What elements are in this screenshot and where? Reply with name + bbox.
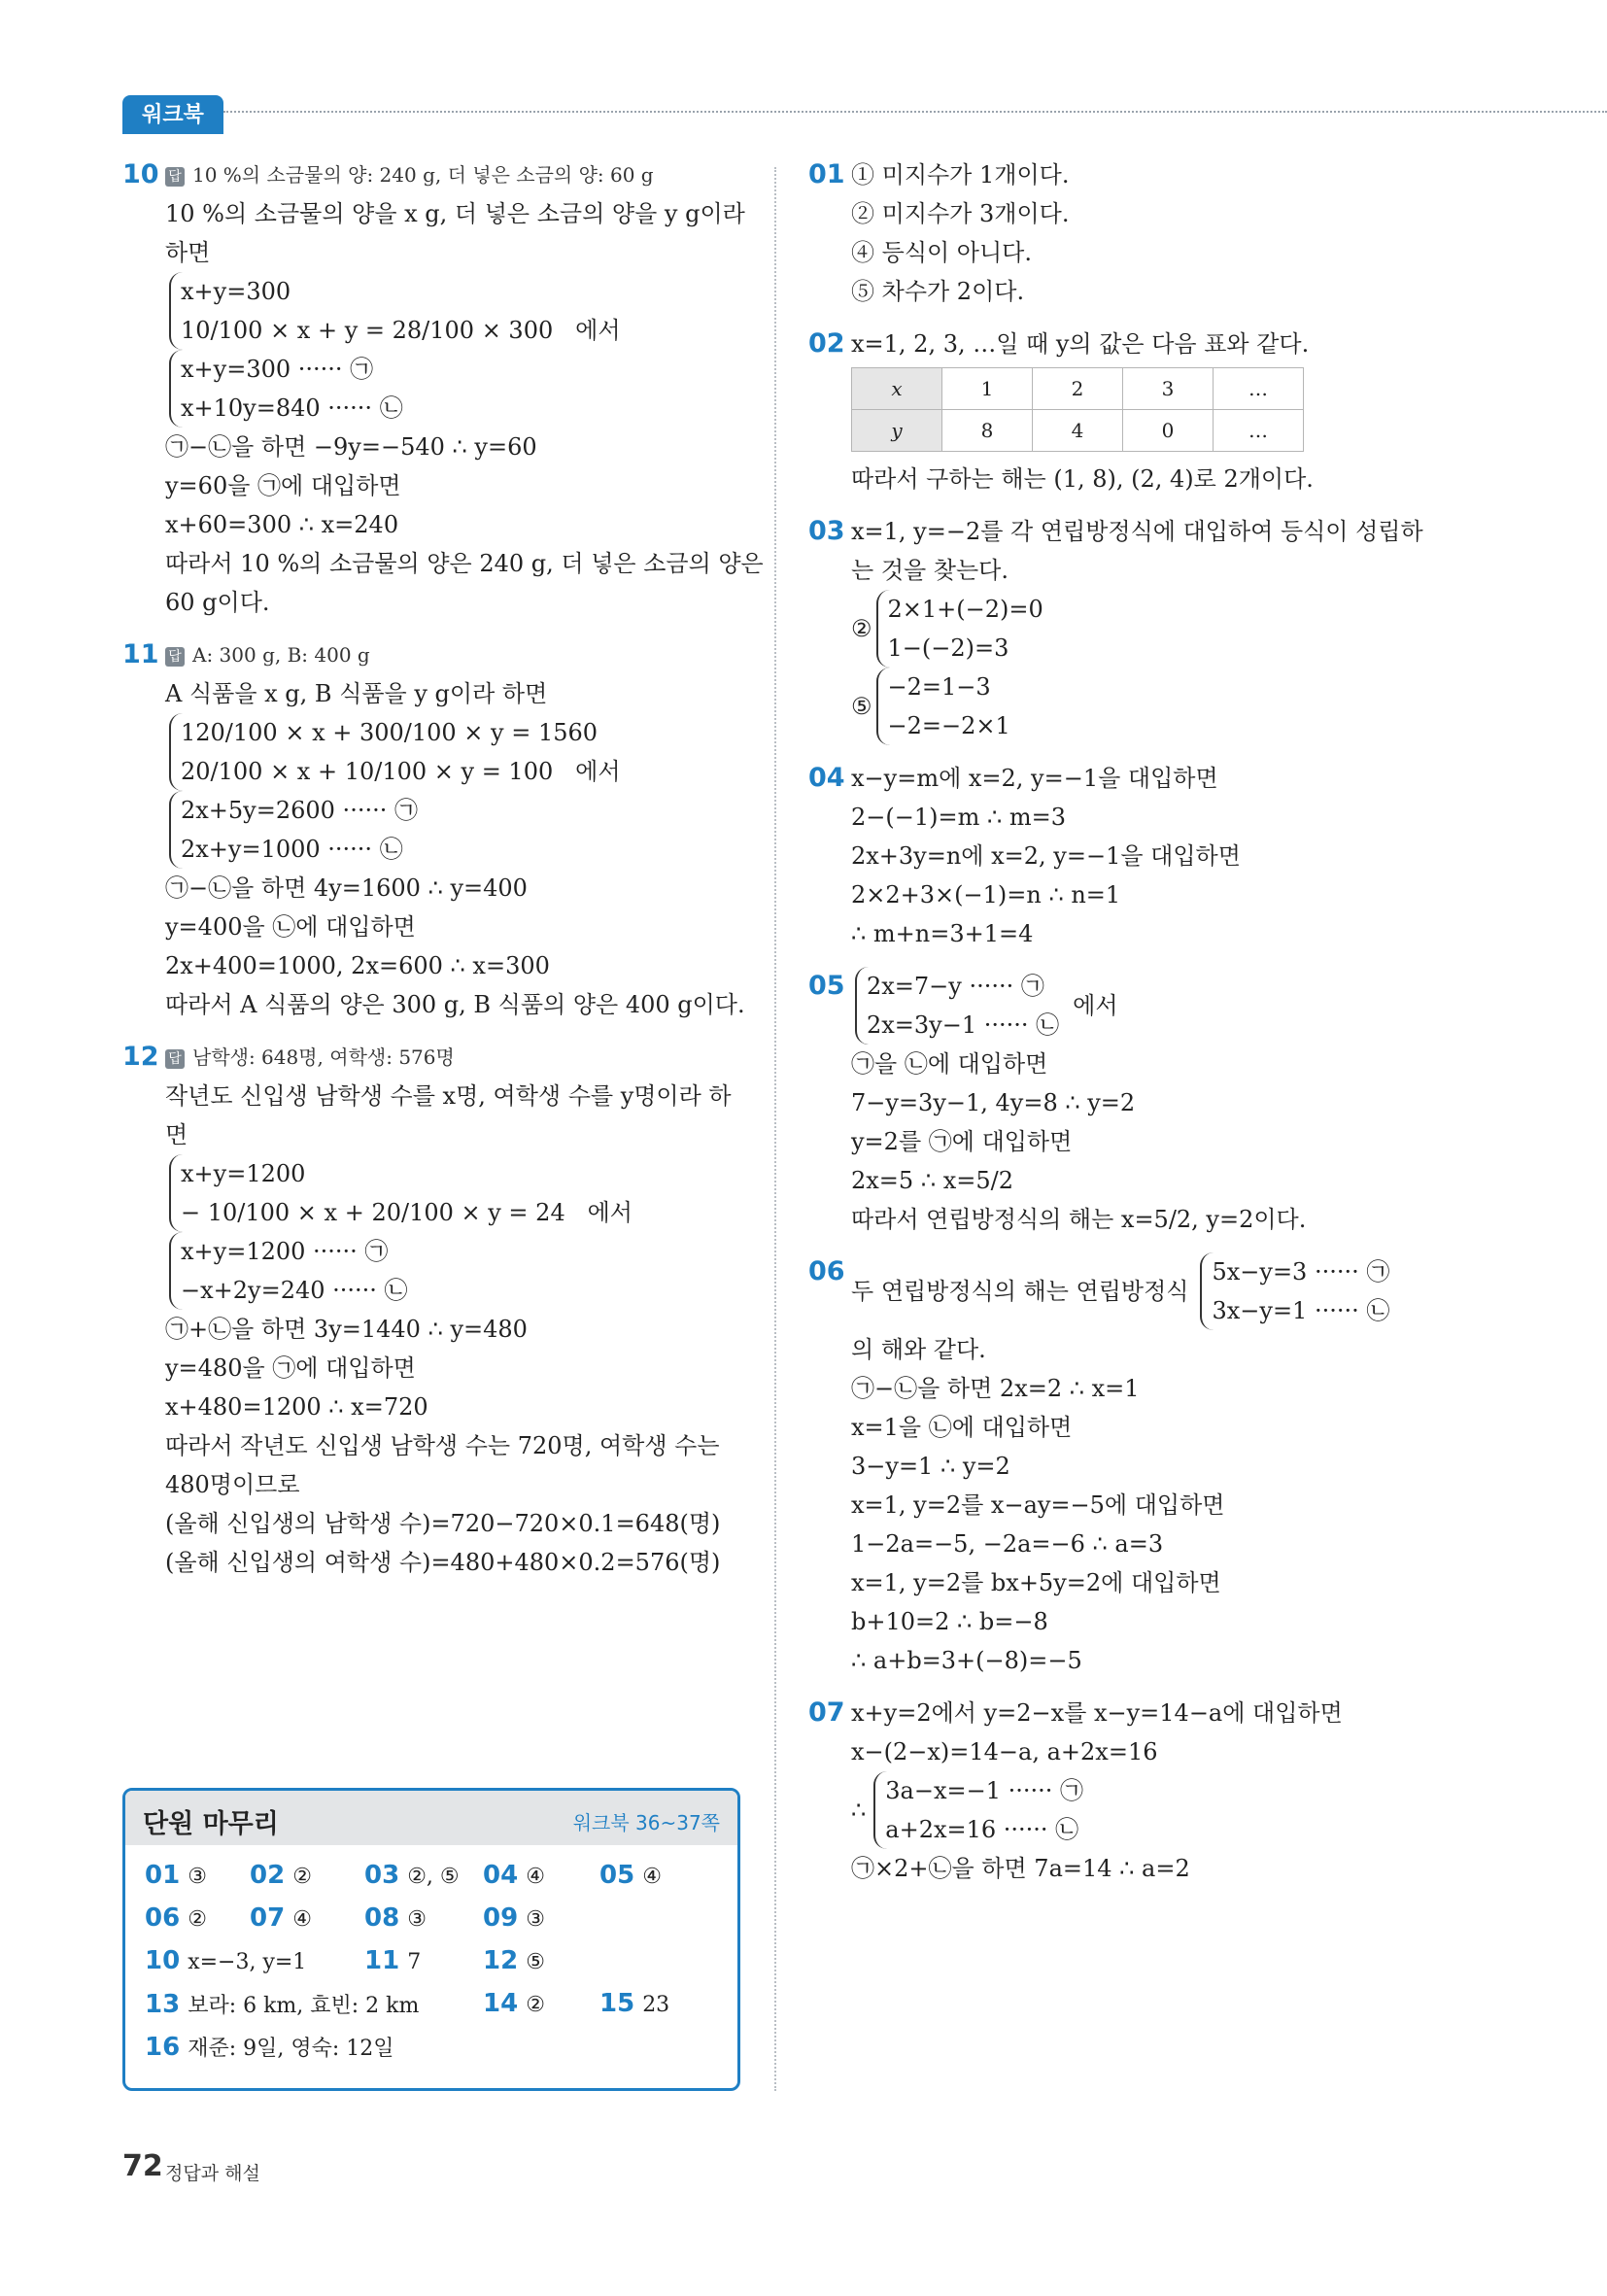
suffix: 에서 xyxy=(575,758,621,785)
problem-03 xyxy=(808,512,1430,745)
text-line: x+480=1200 ∴ x=720 xyxy=(165,1393,428,1421)
problem-number: 05 xyxy=(808,971,845,1001)
equation: 10/100 × x + y = 28/100 × 300 xyxy=(181,317,554,344)
text-line: ∴ m+n=3+1=4 xyxy=(851,920,1034,947)
table-cell: 8 xyxy=(942,410,1033,452)
text-line: ㉠−㉡을 하면 2x=2 ∴ x=1 xyxy=(851,1375,1140,1402)
answer-number: 01 xyxy=(145,1861,181,1890)
text-line: ④ 등식이 아니다. xyxy=(851,239,1032,266)
problem-number: 11 xyxy=(122,639,159,669)
answer-number: 14 xyxy=(483,1989,519,2018)
answer-value: ② xyxy=(526,1993,545,2017)
problem-number: 02 xyxy=(808,328,845,359)
text-line: x=1을 ㉡에 대입하면 xyxy=(851,1414,1073,1441)
answer-value: 보라: 6 km, 효빈: 2 km xyxy=(188,1994,420,2018)
table-cell: … xyxy=(1214,368,1304,410)
answer-badge-icon: 답 xyxy=(165,1049,185,1069)
problem-07 xyxy=(808,1694,1430,1888)
equation: 1−(−2)=3 xyxy=(887,634,1009,662)
problem-number: 10 xyxy=(122,159,159,189)
answer-number: 05 xyxy=(599,1861,635,1890)
text-line: x−y=m에 x=2, y=−1을 대입하면 xyxy=(851,765,1218,792)
table-cell: 1 xyxy=(942,368,1033,410)
answer-number: 16 xyxy=(145,2033,181,2062)
answer-value: ② xyxy=(292,1865,312,1889)
equation: − 10/100 × x + 20/100 × y = 24 xyxy=(181,1199,565,1226)
suffix: 에서 xyxy=(587,1199,633,1226)
equation-system xyxy=(873,1771,1083,1849)
problem-number: 06 xyxy=(808,1256,845,1286)
answer-number: 15 xyxy=(599,1989,635,2018)
problem-10 xyxy=(122,155,764,622)
answer-number: 11 xyxy=(364,1946,400,1975)
text-line: 2x+400=1000, 2x=600 ∴ x=300 xyxy=(165,952,550,979)
left-column xyxy=(122,155,764,1595)
therefore-sign: ∴ xyxy=(851,1797,867,1824)
answer-value: ⑤ xyxy=(526,1950,545,1974)
text-line: 따라서 연립방정식의 해는 x=5/2, y=2이다. xyxy=(851,1206,1307,1233)
answer-value: 재준: 9일, 영숙: 12일 xyxy=(188,2037,394,2061)
answer-value: ③ xyxy=(526,1907,545,1932)
table-cell: 3 xyxy=(1123,368,1214,410)
equation: a+2x=16 ······ ㉡ xyxy=(885,1816,1079,1843)
text-line: 480명이므로 xyxy=(165,1471,300,1498)
text-line: 60 g이다. xyxy=(165,589,270,616)
unit-review-header xyxy=(125,1791,737,1845)
text-line: ㉠×2+㉡을 하면 7a=14 ∴ a=2 xyxy=(851,1855,1190,1882)
table-row xyxy=(852,368,1304,410)
text-line: x=1, y=−2를 각 연립방정식에 대입하여 등식이 성립하 xyxy=(851,518,1423,545)
problem-number: 03 xyxy=(808,516,845,546)
answer-number: 13 xyxy=(145,1990,181,2019)
equation: x+y=300 ······ ㉠ xyxy=(181,356,374,383)
answer-value: ③ xyxy=(407,1907,427,1932)
text-line: 2x=5 ∴ x=5/2 xyxy=(851,1167,1013,1194)
problem-11 xyxy=(122,635,744,1024)
text-line: 두 연립방정식의 해는 연립방정식 xyxy=(851,1278,1189,1305)
answer-number: 03 xyxy=(364,1861,400,1890)
equation-system xyxy=(1200,1252,1389,1330)
text-line: y=60을 ㉠에 대입하면 xyxy=(165,472,401,499)
equation: x+10y=840 ······ ㉡ xyxy=(181,394,403,422)
answer-value: 7 xyxy=(407,1950,422,1974)
equation-system xyxy=(876,668,1010,745)
problem-number: 12 xyxy=(122,1042,159,1072)
table-cell: x xyxy=(852,368,942,410)
equation: 2x=3y−1 ······ ㉡ xyxy=(867,1011,1060,1039)
equation: 3a−x=−1 ······ ㉠ xyxy=(885,1777,1084,1804)
answer-value: ④ xyxy=(642,1865,662,1889)
answer-value: ② xyxy=(188,1907,207,1932)
suffix: 에서 xyxy=(1073,992,1118,1019)
problem-01 xyxy=(808,155,1430,311)
problem-04 xyxy=(808,759,1430,953)
text-line: ② 미지수가 3개이다. xyxy=(851,200,1070,227)
equation: −2=−2×1 xyxy=(887,712,1010,739)
answer-text: A: 300 g, B: 400 g xyxy=(192,643,370,667)
right-column xyxy=(808,155,1430,1902)
text-line: x−(2−x)=14−a, a+2x=16 xyxy=(851,1738,1158,1765)
equation: 3x−y=1 ······ ㉡ xyxy=(1212,1297,1390,1324)
text-line: 따라서 구하는 해는 (1, 8), (2, 4)로 2개이다. xyxy=(851,465,1314,493)
answer-badge-icon: 답 xyxy=(165,167,185,187)
answer-value: 23 xyxy=(642,1993,670,2017)
text-line: y=2를 ㉠에 대입하면 xyxy=(851,1128,1073,1155)
text-line: ㉠+㉡을 하면 3y=1440 ∴ y=480 xyxy=(165,1316,528,1343)
text-line: x=1, y=2를 x−ay=−5에 대입하면 xyxy=(851,1491,1225,1519)
answer-number: 10 xyxy=(145,1946,181,1975)
text-line: 는 것을 찾는다. xyxy=(851,557,1009,584)
equation-system xyxy=(169,272,744,350)
text-line: 1−2a=−5, −2a=−6 ∴ a=3 xyxy=(851,1530,1164,1558)
text-line: ㉠을 ㉡에 대입하면 xyxy=(851,1050,1048,1078)
equation-system xyxy=(876,590,1043,668)
workbook-tab: 워크북 xyxy=(122,95,223,134)
answer-number: 09 xyxy=(483,1903,519,1933)
answer-badge-icon: 답 xyxy=(165,647,185,667)
text-line: 2−(−1)=m ∴ m=3 xyxy=(851,804,1067,831)
choice-label: ② xyxy=(851,615,872,642)
equation: −x+2y=240 ······ ㉡ xyxy=(181,1277,408,1304)
equation-system xyxy=(169,791,744,869)
text-line: 10 %의 소금물의 양을 x g, 더 넣은 소금의 양을 y g이라 xyxy=(165,200,745,227)
unit-review-title: 단원 마무리 xyxy=(143,1809,279,1839)
text-line: ∴ a+b=3+(−8)=−5 xyxy=(851,1647,1082,1674)
equation: 5x−y=3 ······ ㉠ xyxy=(1212,1258,1390,1285)
answer-text: 남학생: 648명, 여학생: 576명 xyxy=(192,1045,455,1069)
answer-number: 08 xyxy=(364,1903,400,1933)
text-line: A 식품을 x g, B 식품을 y g이라 하면 xyxy=(165,680,548,707)
answer-number: 12 xyxy=(483,1946,519,1975)
table-row xyxy=(852,410,1304,452)
value-table xyxy=(851,367,1304,452)
equation-system xyxy=(855,967,1059,1045)
text-line: ① 미지수가 1개이다. xyxy=(851,161,1070,188)
text-line: 3−y=1 ∴ y=2 xyxy=(851,1453,1010,1480)
choice-label: ⑤ xyxy=(851,693,872,720)
header-dotted-rule xyxy=(223,111,1607,113)
text-line: y=480을 ㉠에 대입하면 xyxy=(165,1354,416,1382)
problem-12 xyxy=(122,1038,744,1582)
footer-label: 정답과 해설 xyxy=(165,2163,260,2184)
text-line: ㉠−㉡을 하면 4y=1600 ∴ y=400 xyxy=(165,874,528,902)
text-line: (올해 신입생의 여학생 수)=480+480×0.2=576(명) xyxy=(165,1549,721,1576)
problem-02 xyxy=(808,325,1430,498)
equation-system xyxy=(169,713,744,791)
text-line: x=1, 2, 3, …일 때 y의 값은 다음 표와 같다. xyxy=(851,330,1310,358)
equation: 2×1+(−2)=0 xyxy=(887,596,1043,623)
text-line: 작년도 신입생 남학생 수를 x명, 여학생 수를 y명이라 하 xyxy=(165,1082,732,1110)
answer-text: 10 %의 소금물의 양: 240 g, 더 넣은 소금의 양: 60 g xyxy=(192,163,654,187)
problem-number: 07 xyxy=(808,1697,845,1728)
answer-value: x=−3, y=1 xyxy=(188,1950,307,1974)
text-line: x+y=2에서 y=2−x를 x−y=14−a에 대입하면 xyxy=(851,1699,1343,1727)
table-cell: 0 xyxy=(1123,410,1214,452)
equation: 120/100 × x + 300/100 × y = 1560 xyxy=(181,719,598,746)
workbook-page-ref: 워크북 36~37쪽 xyxy=(572,1811,720,1834)
text-line: y=400을 ㉡에 대입하면 xyxy=(165,913,416,941)
equation: 2x+y=1000 ······ ㉡ xyxy=(181,836,403,863)
answer-number: 02 xyxy=(250,1861,286,1890)
answer-value: ③ xyxy=(188,1865,207,1889)
text-line: 2×2+3×(−1)=n ∴ n=1 xyxy=(851,881,1121,908)
answer-number: 07 xyxy=(250,1903,286,1933)
equation-system xyxy=(169,1154,744,1232)
page-number: 72 xyxy=(122,2149,163,2183)
equation: 20/100 × x + 10/100 × y = 100 xyxy=(181,758,554,785)
text-line: b+10=2 ∴ b=−8 xyxy=(851,1608,1048,1635)
text-line: ㉠−㉡을 하면 −9y=−540 ∴ y=60 xyxy=(165,433,537,461)
equation: −2=1−3 xyxy=(887,673,991,701)
answer-number: 04 xyxy=(483,1861,519,1890)
equation: x+y=1200 ······ ㉠ xyxy=(181,1238,389,1265)
equation: 2x+5y=2600 ······ ㉠ xyxy=(181,797,418,824)
table-cell: 4 xyxy=(1033,410,1123,452)
equation-system xyxy=(169,1232,744,1310)
problem-number: 01 xyxy=(808,159,845,189)
text-line: 의 해와 같다. xyxy=(851,1336,986,1363)
table-cell: y xyxy=(852,410,942,452)
answer-value: ④ xyxy=(292,1907,312,1932)
problem-number: 04 xyxy=(808,763,845,793)
text-line: 7−y=3y−1, 4y=8 ∴ y=2 xyxy=(851,1089,1136,1116)
equation: 2x=7−y ······ ㉠ xyxy=(867,973,1044,1000)
equation: x+y=300 xyxy=(181,278,291,305)
suffix: 에서 xyxy=(575,317,621,344)
equation-system xyxy=(169,350,744,428)
text-line: 따라서 10 %의 소금물의 양은 240 g, 더 넣은 소금의 양은 xyxy=(165,550,764,577)
table-cell: 2 xyxy=(1033,368,1123,410)
text-line: x+60=300 ∴ x=240 xyxy=(165,511,399,538)
unit-review-box xyxy=(122,1788,740,2091)
equation: x+y=1200 xyxy=(181,1160,306,1187)
problem-06 xyxy=(808,1252,1430,1680)
table-cell: … xyxy=(1214,410,1304,452)
answer-value: ④ xyxy=(526,1865,545,1889)
text-line: 따라서 작년도 신입생 남학생 수는 720명, 여학생 수는 xyxy=(165,1432,720,1459)
column-divider xyxy=(774,167,776,2091)
text-line: 하면 xyxy=(165,239,211,266)
text-line: 면 xyxy=(165,1121,188,1148)
answer-number: 06 xyxy=(145,1903,181,1933)
text-line: x=1, y=2를 bx+5y=2에 대입하면 xyxy=(851,1569,1221,1596)
text-line: (올해 신입생의 남학생 수)=720−720×0.1=648(명) xyxy=(165,1510,721,1537)
problem-05 xyxy=(808,967,1430,1239)
text-line: 2x+3y=n에 x=2, y=−1을 대입하면 xyxy=(851,842,1241,870)
text-line: ⑤ 차수가 2이다. xyxy=(851,278,1025,305)
answer-value: ②, ⑤ xyxy=(407,1865,460,1889)
text-line: 따라서 A 식품의 양은 300 g, B 식품의 양은 400 g이다. xyxy=(165,991,745,1018)
